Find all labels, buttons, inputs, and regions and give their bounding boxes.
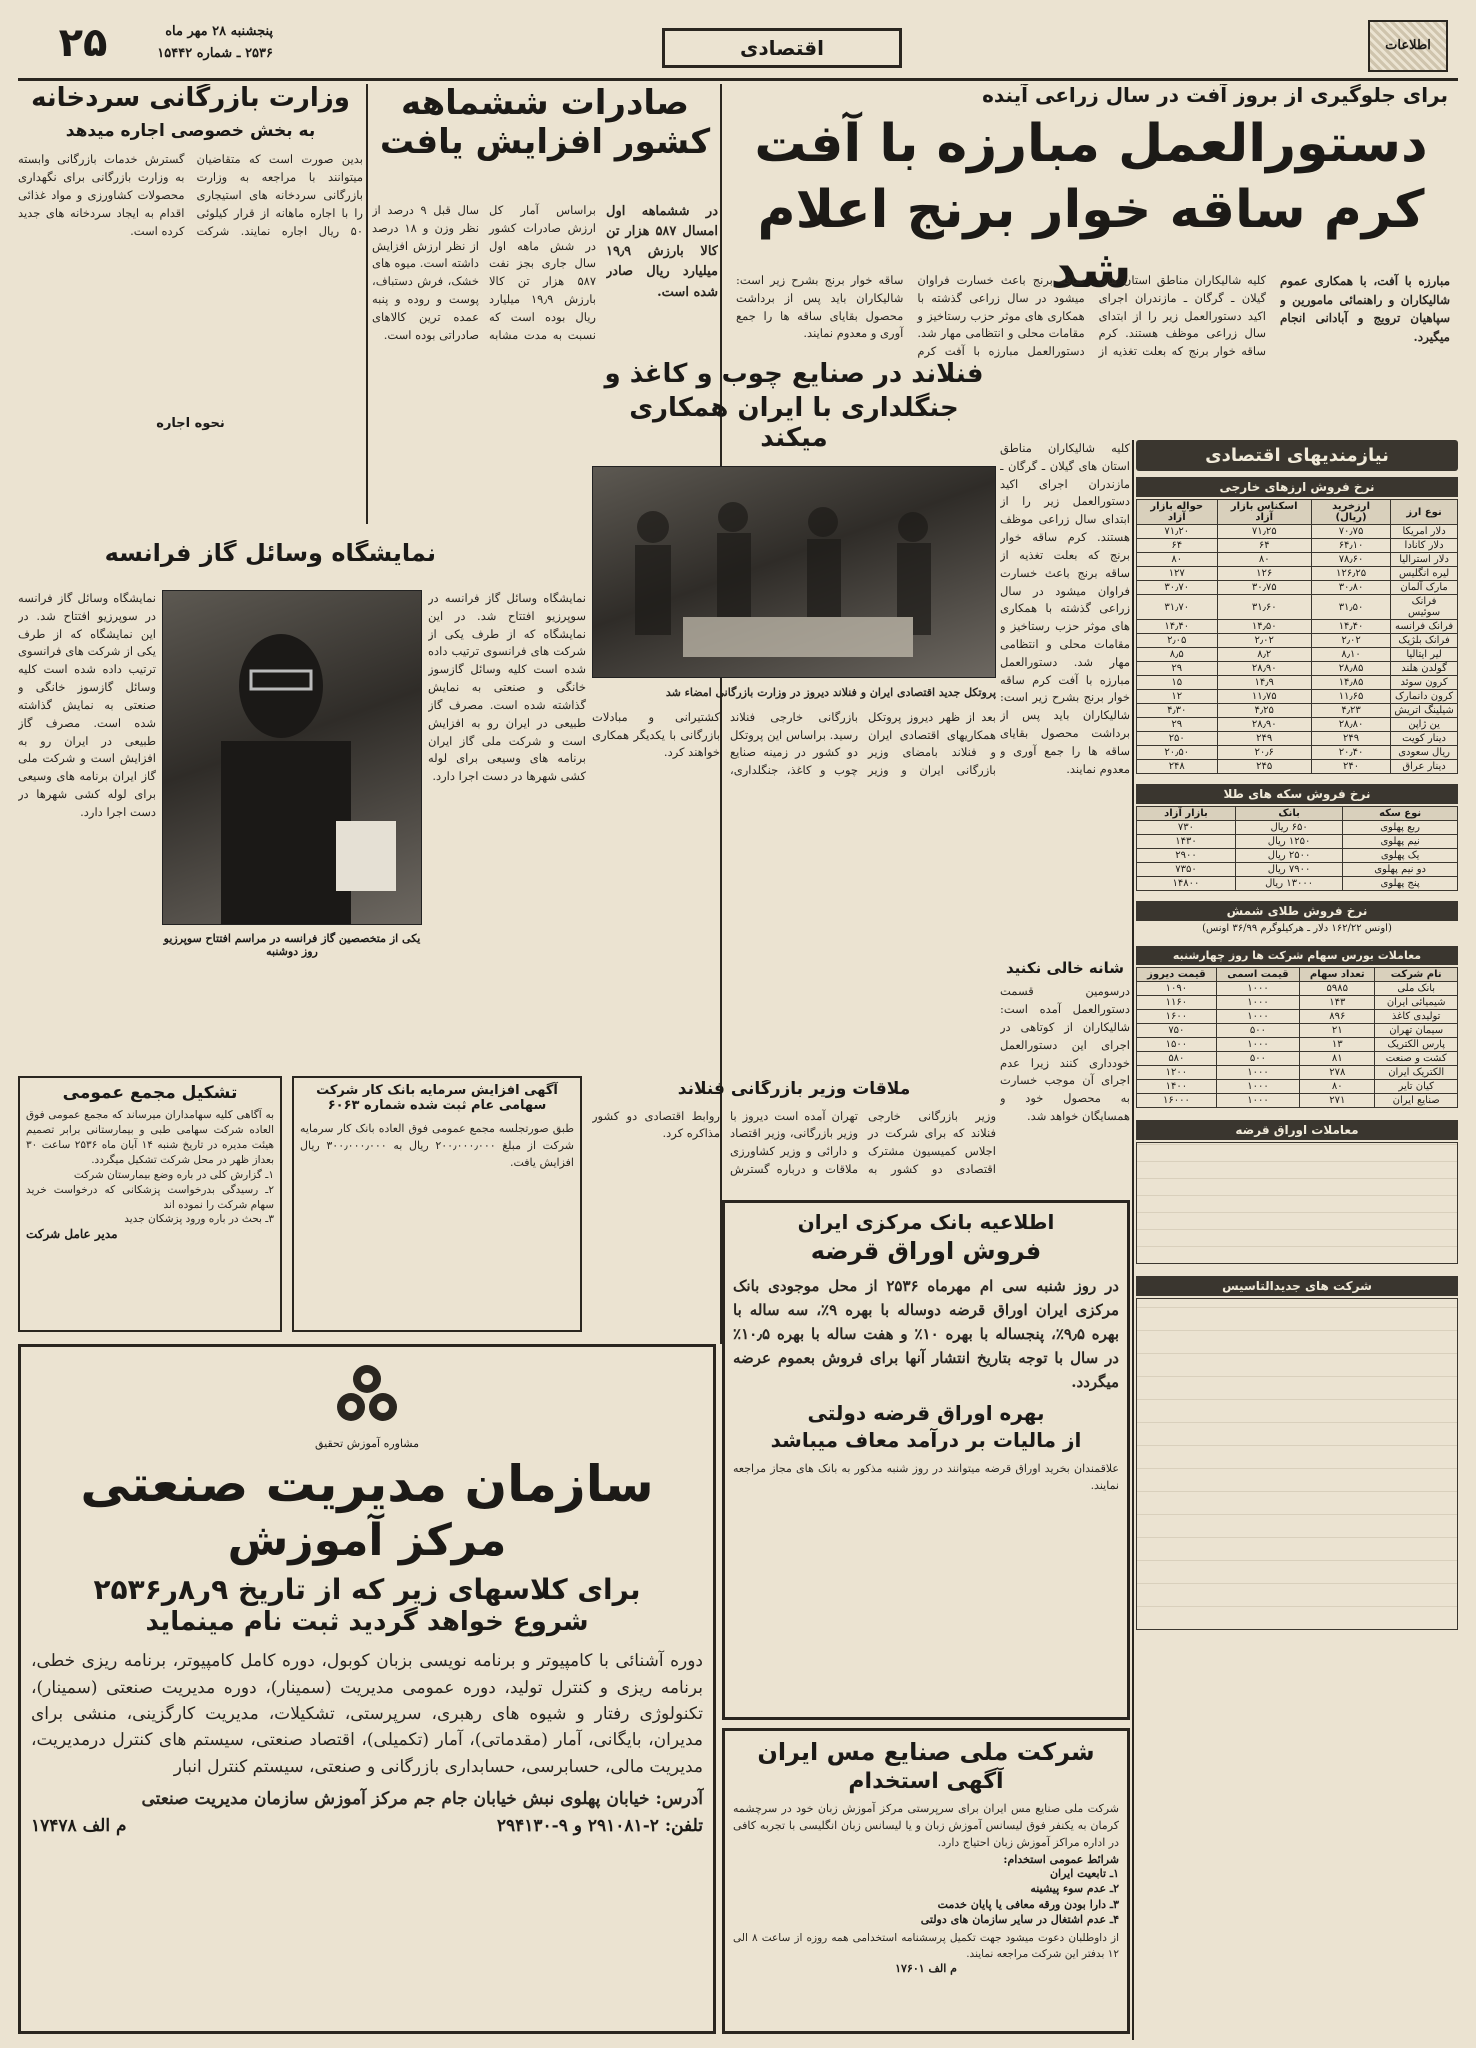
combs-headline: شانه خالی نکنید (1005, 959, 1125, 977)
ministry-subhead: به بخش خصوصی اجاره میدهد (65, 120, 316, 141)
lead-body: کلیه شالیکاران مناطق استان های گیلان ـ گرگان ـ مازندران اجرای اکید دستورالعمل زیر را از ابتدای سال زراعی موظف هستند. کرم ساقه خوار برنج که بعلت تغذیه از ساقه برنج باعث خسارت فراوان میشود در سال زراعی گذشته با همکاری های موثر حزب رستاخیز و مقامات محلی و انتظامی مهار شد. دستورالعمل مبارزه با آفت کرم ساقه خوار برنج بشرح زیر است: شالیکاران باید پس از برداشت محصول بقایای ساقه ها را جمع آوری و معدوم نمایند. (736, 273, 1266, 359)
coin-row (1137, 821, 1458, 835)
bank-sub-3: از مالیات بر درآمد معاف میباشد (770, 1427, 1082, 1452)
table-cell: ۲۷۸ (1300, 1066, 1375, 1080)
table-cell: یک پهلوی (1343, 849, 1458, 863)
table-cell: کرون سوئد (1391, 676, 1458, 690)
ministry-body: بدین صورت است که متقاضیان میتوانند با مراجعه به وزارت بازرگانی سردخانه های استیجاری را با اجاره ماهانه از قرار کیلوئی ۵۰ ریال اجاره نمایند. شرکت گسترش خدمات بازرگانی وابسته به وزارت بازرگانی برای نگهداری محصولات کشاورزی و مواد غذائی اقدام به ایجاد سردخانه های جدید کرده است. (18, 152, 363, 238)
table-cell: ۱۴٫۸۵ (1311, 676, 1390, 690)
ad-code: م الف ۱۷۴۷۸ (31, 1816, 127, 1837)
table-cell: دلار امریکا (1391, 525, 1458, 539)
gas-photo-figure (162, 591, 421, 925)
table-cell: ۱۰۰۰ (1216, 1038, 1299, 1052)
assembly-title: تشکیل مجمع عمومی (62, 1083, 238, 1103)
table-cell: دلار استرالیا (1391, 553, 1458, 567)
fx-row (1137, 581, 1458, 595)
table-header-cell: تعداد سهام (1300, 968, 1375, 982)
lead-kicker: برای جلوگیری از بروز آفت در سال زراعی آینده (982, 84, 1448, 107)
masthead (18, 14, 1458, 78)
fx-row (1137, 567, 1458, 581)
table-cell: شیلینگ اتریش (1391, 704, 1458, 718)
exports-headline: صادرات ششماهه کشور افزایش یافت (379, 84, 711, 163)
table-cell: ۱۶۰۰ (1137, 1010, 1217, 1024)
table-cell: ۱۲۶ (1217, 567, 1311, 581)
table-cell: مارک آلمان (1391, 581, 1458, 595)
table-cell: ۱۰۰۰ (1216, 1080, 1299, 1094)
table-cell: ۲٫۰۲ (1311, 634, 1390, 648)
table-cell: ۱۴۳۰ (1137, 835, 1236, 849)
table-header-cell: بازار آزاد (1137, 807, 1236, 821)
table-cell: ۱۱۶۰ (1137, 996, 1217, 1010)
companies-table (1136, 1298, 1458, 1630)
agenda-item: ۱ـ گزارش کلی در باره وضع بیمارستان شرکت (73, 1169, 274, 1182)
table-header-cell: قیمت اسمی (1216, 968, 1299, 982)
copper-conditions (733, 1866, 1119, 1928)
table-cell: ۳۰٫۸۰ (1311, 581, 1390, 595)
table-cell: ۲۴۹ (1217, 732, 1311, 746)
table-cell: ۵۹۸۵ (1300, 982, 1375, 996)
finland-photo-figures (593, 467, 995, 677)
ministry-headline: وزارت بازرگانی سردخانه (31, 84, 350, 113)
table-cell: ۲۸٫۹۰ (1217, 718, 1311, 732)
fx-row (1137, 746, 1458, 760)
fx-row (1137, 525, 1458, 539)
table-cell: ۸۱ (1300, 1052, 1375, 1066)
table-cell: ۲۷۱ (1300, 1094, 1375, 1108)
companies-title: شرکت های جدیدالتاسیس (1136, 1276, 1458, 1296)
fx-row (1137, 718, 1458, 732)
gas-caption: یکی از متخصصین گاز فرانسه در مراسم افتتاح سوپرزیو روز دوشنبه (163, 932, 421, 958)
lead-summary: مبارزه با آفت، با همکاری عموم شالیکاران و راهنمائی مامورین و سپاهیان ترویج و آبادانی انجام میگیرد. (1280, 274, 1450, 344)
logo-text: اطلاعات (1385, 38, 1431, 53)
table-cell: ۷۱٫۲۵ (1217, 525, 1311, 539)
copper-body: شرکت ملی صنایع مس ایران برای سرپرستی مرکز آموزش زبان خود در سرچشمه کرمان به یکنفر فوق لیسانس آموزش زبان و یا لیسانس زبان انگلیسی با تجربه کافی در اداره مراکز آموزش زبان احتیاج دارد. (733, 1801, 1119, 1849)
table-header-cell: نوع ارز (1391, 500, 1458, 525)
table-cell: ۲٫۰۲ (1217, 634, 1311, 648)
table-cell: ۴٫۲۵ (1217, 704, 1311, 718)
table-header-cell: قیمت دیروز (1137, 968, 1217, 982)
stock-row (1137, 982, 1458, 996)
assembly-agenda (26, 1168, 274, 1227)
gas-photo (162, 590, 422, 925)
gas-body-right: نمایشگاه وسائل گاز فرانسه در سوپرزیو افتتاح شد. در این نمایشگاه که از طرف یکی از شرکت های فرانسوی ترتیب داده شده است کلیه وسائل گازسوز خانگی و صنعتی به نمایش گذاشته شده است. مصرف گاز طبیعی در ایران رو به افزایش است و شرکت ملی گاز ایران برنامه های وسیعی برای لوله کشی شهرها در دست اجرا دارد. (428, 591, 586, 784)
fx-row (1137, 648, 1458, 662)
coin-title: نرخ فروش سکه های طلا (1136, 784, 1458, 804)
table-header-cell: نام شرکت (1375, 968, 1458, 982)
copper-ad (722, 1728, 1130, 2034)
table-cell: ۲۸٫۸۰ (1311, 718, 1390, 732)
table-cell: ۲۹۰۰ (1137, 849, 1236, 863)
bank-sub-2: بهره اوراق قرضه دولتی (807, 1400, 1045, 1425)
table-cell: ۱۳۰۰۰ ریال (1235, 877, 1342, 891)
capital-notice (292, 1076, 582, 1332)
table-cell: ۲۹ (1137, 662, 1218, 676)
fx-row (1137, 690, 1458, 704)
ad-phone: تلفن: ۲-۲۹۱۰۸۱ و ۹-۲۹۴۱۳۰ (496, 1816, 703, 1837)
date-line: پنجشنبه ۲۸ مهر ماه (165, 24, 273, 39)
coin-row (1137, 849, 1458, 863)
table-cell: ۷۹۰۰ ریال (1235, 863, 1342, 877)
table-cell: ۱۲ (1137, 690, 1218, 704)
lead-continuation: کلیه شالیکاران مناطق استان های گیلان ـ گرگان ـ مازندران اجرای اکید دستورالعمل زیر را از ابتدای سال زراعی موظف هستند. کرم ساقه خوار برنج که بعلت تغذیه از ساقه برنج باعث خسارت فراوان میشود در سال زراعی گذشته با همکاری های موثر حزب رستاخیز و مقامات محلی و انتظامی مهار شد. دستورالعمل مبارزه با آفت کرم ساقه خوار برنج بشرح زیر است: شالیکاران باید پس از برداشت محصول بقایای ساقه ها را جمع آوری و معدوم نمایند. (1000, 441, 1130, 776)
table-cell: ۱۴٫۴۰ (1137, 620, 1218, 634)
table-cell: ۱۴٫۵۰ (1217, 620, 1311, 634)
table-cell: کشت و صنعت (1375, 1052, 1458, 1066)
ministry-story (18, 84, 363, 534)
table-cell: لیره انگلیس (1391, 567, 1458, 581)
stock-row (1137, 1024, 1458, 1038)
capital-title: آگهی افزایش سرمایه بانک کار شرکت سهامی عام ثبت شده شماره ۶۰۶۳ (316, 1083, 558, 1113)
table-cell: کرون دانمارک (1391, 690, 1458, 704)
ad-title-2: مرکز آموزش (227, 1514, 507, 1566)
table-cell: ۲۴۹ (1311, 732, 1390, 746)
table-cell: نیم پهلوی (1343, 835, 1458, 849)
table-header-cell: بانک (1235, 807, 1342, 821)
table-cell: ۱۴۰۰ (1137, 1080, 1217, 1094)
stock-row (1137, 1010, 1458, 1024)
table-cell: ۲۴۵ (1217, 760, 1311, 774)
table-cell: ۲۱ (1300, 1024, 1375, 1038)
fx-table (1136, 499, 1458, 774)
table-cell: ۷۸٫۶۰ (1311, 553, 1390, 567)
table-cell: پنج پهلوی (1343, 877, 1458, 891)
table-cell: ۷۰٫۷۵ (1311, 525, 1390, 539)
agenda-item: ۳ـ بحث در باره ورود پزشکان جدید (124, 1213, 274, 1226)
table-cell: ۱۲۵۰ ریال (1235, 835, 1342, 849)
table-cell: دینار کویت (1391, 732, 1458, 746)
table-cell: ۲۵۰ (1137, 732, 1218, 746)
table-header-cell: نوع سکه (1343, 807, 1458, 821)
table-cell: ۱۰۹۰ (1137, 982, 1217, 996)
coin-row (1137, 877, 1458, 891)
table-cell: فرانک بلژیک (1391, 634, 1458, 648)
management-logo (327, 1357, 407, 1437)
assembly-body: به آگاهی کلیه سهامداران میرساند که مجمع عمومی فوق العاده شرکت سهامی طبی و بیمارستانی برابر تصمیم هیئت مدیره در تاریخ شنبه ۱۴ آبان ماه ۲۵۳۶ ساعت ۳۰ بعداز ظهر در محل شرکت تشکیل میگردد. (26, 1108, 274, 1167)
table-cell: ۱۶۰۰۰ (1137, 1094, 1217, 1108)
copper-title: شرکت ملی صنایع مس ایران (757, 1738, 1095, 1766)
table-cell: ۲۰٫۵۰ (1137, 746, 1218, 760)
table-cell: فرانک سوئیس (1391, 595, 1458, 620)
table-header-cell: حواله بازار آزاد (1137, 500, 1218, 525)
bank-notice (722, 1200, 1130, 1720)
table-cell: ۲۴۸ (1137, 760, 1218, 774)
market-column (1136, 440, 1458, 2040)
logo (1368, 20, 1448, 72)
fx-row (1137, 634, 1458, 648)
section-title: اقتصادی (740, 36, 824, 60)
table-cell: دو نیم پهلوی (1343, 863, 1458, 877)
table-header-cell: ارزخرید (ریال) (1311, 500, 1390, 525)
table-cell: ۷۳۰ (1137, 821, 1236, 835)
bonds-table (1136, 1142, 1458, 1264)
table-cell: صنایع ایران (1375, 1094, 1458, 1108)
bank-body: در روز شنبه سی ام مهرماه ۲۵۳۶ از محل موجودی بانک مرکزی ایران اوراق قرضه دوساله با بهره ۹٪، سه ساله با بهره ۹٫۵٪، پنجساله با بهره ۱۰٪ و هفت ساله با بهره ۱۰٫۵٪ در سال با توجه بتاریخ انتشار آنها برای فروش بعموم عرضه میگردد. (733, 1276, 1120, 1391)
table-cell: ۲۰٫۶ (1217, 746, 1311, 760)
copper-subtitle: آگهی استخدام (848, 1768, 1004, 1794)
table-cell: ۲۸٫۹۰ (1217, 662, 1311, 676)
table-cell: ۷۵۰ (1137, 1024, 1217, 1038)
table-cell: ۵۸۰ (1137, 1052, 1217, 1066)
copper-footer: از داوطلبان دعوت میشود جهت تکمیل پرسشنامه استخدامی همه روزه از ساعت ۸ الی ۱۲ بدفتر این شرکت مراجعه نمایند. (733, 1931, 1119, 1960)
table-cell: ۸۰ (1300, 1080, 1375, 1094)
table-cell: ۱۰۰۰ (1216, 982, 1299, 996)
bonds-title: معاملات اوراق قرضه (1136, 1120, 1458, 1140)
table-cell: الکتریک ایران (1375, 1066, 1458, 1080)
table-cell: ین ژاپن (1391, 718, 1458, 732)
col-rule-1 (366, 84, 368, 524)
top-rule (18, 78, 1458, 81)
table-cell: ۸۰ (1137, 553, 1218, 567)
ad-footer (31, 1816, 703, 1836)
stocks-title: معاملات بورس سهام شرکت ها روز چهارشنبه (1136, 946, 1458, 965)
table-cell: ۸۹۶ (1300, 1010, 1375, 1024)
gas-body-left: نمایشگاه وسائل گاز فرانسه در سوپرزیو افتتاح شد. در این نمایشگاه که از طرف یکی از شرکت های فرانسوی ترتیب داده شده است کلیه وسائل گازسوز خانگی و صنعتی به نمایش گذاشته شده است. مصرف گاز طبیعی در ایران رو به افزایش است و شرکت ملی گاز ایران برنامه های وسیعی برای لوله کشی شهرها در دست اجرا دارد. (18, 591, 156, 819)
management-ad (18, 1344, 716, 2034)
fx-title: نرخ فروش ارزهای خارجی (1136, 477, 1458, 497)
table-cell: فرانک فرانسه (1391, 620, 1458, 634)
page-number: ۲۵ (58, 20, 108, 66)
stock-row (1137, 1052, 1458, 1066)
lead-headline-1: دستورالعمل مبارزه با آفت (754, 114, 1428, 174)
table-cell: ۳۰٫۷۵ (1217, 581, 1311, 595)
table-cell: ۱۲۶٫۲۵ (1311, 567, 1390, 581)
table-cell: ۶۵۰ ریال (1235, 821, 1342, 835)
fx-row (1137, 620, 1458, 634)
fx-row (1137, 732, 1458, 746)
condition-item: ۳ـ دارا بودن ورقه معافی یا پایان خدمت (937, 1897, 1119, 1911)
table-cell: ۲۹ (1137, 718, 1218, 732)
table-cell: ۸٫۱۰ (1311, 648, 1390, 662)
table-cell: ۱۴٫۴۰ (1311, 620, 1390, 634)
stocks-table (1136, 967, 1458, 1108)
table-cell: ۶۴٫۱۰ (1311, 539, 1390, 553)
gas-headline: نمایشگاه وسائل گاز فرانسه (104, 540, 436, 567)
table-cell: گولدن هلند (1391, 662, 1458, 676)
coin-row (1137, 863, 1458, 877)
condition-item: ۴ـ عدم اشتغال در سایر سازمان های دولتی (920, 1913, 1119, 1927)
table-cell: لیر ایتالیا (1391, 648, 1458, 662)
table-cell: ۴٫۳۰ (1137, 704, 1218, 718)
stock-row (1137, 1066, 1458, 1080)
table-cell: ۴٫۲۳ (1311, 704, 1390, 718)
table-cell: ۲۰٫۴۰ (1311, 746, 1390, 760)
copper-cond-title: شرائط عمومی استخدام: (1003, 1853, 1119, 1867)
table-cell: ۶۴ (1137, 539, 1218, 553)
section-label (662, 28, 902, 68)
gold-title: نرخ فروش طلای شمش (1136, 901, 1458, 921)
ad-line-2: شروع خواهد گردید ثبت نام مینماید (145, 1607, 589, 1638)
table-cell: ۱۰۰۰ (1216, 1094, 1299, 1108)
assembly-signature: مدیر عامل شرکت (26, 1227, 118, 1242)
finland-photo (592, 466, 996, 678)
agenda-item: ۲ـ رسیدگی بدرخواست پزشکانی که درخواست خرید سهام شرکت را نموده اند (26, 1184, 274, 1211)
visit-body: وزیر بازرگانی خارجی فنلاند که برای شرکت در اجلاس کمیسیون مشترک اقتصادی دو کشور به تهران آمده است دیروز با وزیر بازرگانی، وزیر اقتصاد و دارائی و وزیر کشاورزی ملاقات و درباره گسترش روابط اقتصادی دو کشور مذاکره کرد. (592, 1108, 996, 1176)
table-cell: ۶۴ (1217, 539, 1311, 553)
table-cell: ۲٫۰۵ (1137, 634, 1218, 648)
table-cell: ۵۰۰ (1216, 1052, 1299, 1066)
finland-headline-2: جنگلداری با ایران همکاری میکند (629, 392, 959, 453)
condition-item: ۲ـ عدم سوء پیشینه (1030, 1882, 1119, 1896)
condition-item: ۱ـ تابعیت ایران (1049, 1867, 1119, 1881)
bank-fine: علاقمندان بخرید اوراق قرضه میتوانند در روز شنبه مذکور به بانک های مجاز مراجعه نمایند. (733, 1461, 1119, 1492)
lead-headline-2: کرم ساقه خوار برنج اعلام شد (757, 179, 1425, 300)
table-cell: سیمان تهران (1375, 1024, 1458, 1038)
table-cell: ۱۰۰۰ (1216, 1010, 1299, 1024)
table-cell: ۱۱٫۷۵ (1217, 690, 1311, 704)
table-cell: ۲۸٫۸۵ (1311, 662, 1390, 676)
ad-courses: دوره آشنائی با کامپیوتر و برنامه نویسی بزبان کوبول، دوره کامل کامپیوتر، برنامه ریزی خطی، برنامه ریزی و کنترل تولید، دوره عمومی مدیریت (سمینار)، دوره مدیریت صنعتی (سمینار)، تکنولوژی رفتار و شیوه های رهبری، سرپرستی، تشکیلات، مدیریت کارگزینی، منشی برای مدیران، بایگانی، آمار (مقدماتی)، آمار (تکمیلی)، اقتصاد صنعتی، سیستم های کنترل درمدیریت، مدیریت مالی، حسابرسی، حسابداری بازرگانی و صنعتی، سیستم کنترل انبار (31, 1651, 703, 1777)
table-cell: تولیدی کاغذ (1375, 1010, 1458, 1024)
issue-line: ۲۵۳۶ ـ شماره ۱۵۴۴۲ (157, 46, 273, 61)
table-cell: ۱۰۰۰ (1216, 996, 1299, 1010)
table-cell: ۱۴٫۹ (1217, 676, 1311, 690)
table-cell: پارس الکتریک (1375, 1038, 1458, 1052)
table-cell: ۲۴۰ (1311, 760, 1390, 774)
markets-title: نیازمندیهای اقتصادی (1136, 440, 1458, 471)
fx-row (1137, 760, 1458, 774)
table-cell: ۳۰٫۷۰ (1137, 581, 1218, 595)
logo-caption: مشاوره آموزش تحقیق (314, 1437, 420, 1450)
table-cell: ربع پهلوی (1343, 821, 1458, 835)
combs-body: درسومین قسمت دستورالعمل آمده است: شالیکاران از کوتاهی در اجرای این دستورالعمل خودداری کنند زیرا عدم اجرای آن موجب خسارت به محصول خود و همسایگان خواهد شد. (1000, 984, 1130, 1123)
table-cell: ۱۳ (1300, 1038, 1375, 1052)
ministry-subhead-2: نحوه اجاره (156, 416, 225, 432)
table-cell: کیان تایر (1375, 1080, 1458, 1094)
exports-lede: در ششماهه اول امسال ۵۸۷ هزار تن کالا بارزش ۱۹٫۹ میلیارد ریال صادر شده است. (606, 204, 718, 300)
table-cell: ۱۱٫۶۵ (1311, 690, 1390, 704)
fx-row (1137, 553, 1458, 567)
stock-row (1137, 1038, 1458, 1052)
bank-title: اطلاعیه بانک مرکزی ایران (797, 1210, 1055, 1234)
table-cell: ریال سعودی (1391, 746, 1458, 760)
table-cell: دلار کانادا (1391, 539, 1458, 553)
table-cell: شیمیائی ایران (1375, 996, 1458, 1010)
table-cell: ۲۵۰۰ ریال (1235, 849, 1342, 863)
table-cell: ۸٫۵ (1137, 648, 1218, 662)
table-cell: ۱۴۳ (1300, 996, 1375, 1010)
bank-subtitle: فروش اوراق قرضه (810, 1237, 1042, 1265)
table-cell: ۸۰ (1217, 553, 1311, 567)
finland-caption: پروتکل جدید اقتصادی ایران و فنلاند دیروز در وزارت بازرگانی امضاء شد (665, 685, 996, 699)
table-header-cell: اسکناس بازار آزاد (1217, 500, 1311, 525)
ad-line-1: برای کلاسهای زیر که از تاریخ ۹ر۸ر۲۵۳۶ (93, 1573, 641, 1607)
table-cell: ۳۱٫۷۰ (1137, 595, 1218, 620)
table-cell: ۷۳۵۰ (1137, 863, 1236, 877)
coin-table (1136, 806, 1458, 891)
table-cell: ۱۲۰۰ (1137, 1066, 1217, 1080)
fx-row (1137, 595, 1458, 620)
coin-row (1137, 835, 1458, 849)
col-rule-3 (1132, 440, 1134, 2040)
table-cell: دینار عراق (1391, 760, 1458, 774)
exports-body: براساس آمار کل ارزش صادرات کشور در شش ماهه اول سال جاری بجز نفت ۵۸۷ هزار تن کالا بارزش ۱۹٫۹ میلیارد ریال بوده است که نسبت به مدت مشابه سال قبل ۹ درصد از نظر وزن و ۱۸ درصد از نظر ارزش افزایش داشته است. میوه های خشک، فرش دستباف، پوست و روده و پنبه عمده ترین کالاهای صادراتی بوده است. (372, 203, 596, 342)
table-cell: ۳۱٫۵۰ (1311, 595, 1390, 620)
gold-note: (اونس ۱۶۲/۲۲ دلار ـ هرکیلوگرم ۳۶/۹۹ اونس) (1202, 923, 1392, 934)
fx-row (1137, 704, 1458, 718)
stock-row (1137, 1080, 1458, 1094)
assembly-notice (18, 1076, 282, 1332)
gas-story (18, 540, 586, 1060)
stock-row (1137, 996, 1458, 1010)
ad-address: آدرس: خیابان پهلوی نبش خیابان جام جم مرکز آموزش سازمان مدیریت صنعتی (141, 1788, 703, 1809)
table-cell: ۱۵ (1137, 676, 1218, 690)
stock-row (1137, 1094, 1458, 1108)
fx-row (1137, 676, 1458, 690)
finland-story (592, 360, 996, 970)
table-cell: ۱۰۰۰ (1216, 1066, 1299, 1080)
visit-headline: ملاقات وزیر بازرگانی فنلاند (677, 1080, 911, 1099)
table-cell: بانک ملی (1375, 982, 1458, 996)
table-cell: ۵۰۰ (1216, 1024, 1299, 1038)
finland-body: بعد از ظهر دیروز پروتکل همکاریهای اقتصادی ایران و فنلاند بامضای وزیر بازرگانی ایران و وزیر بازرگانی خارجی فنلاند رسید. براساس این پروتکل دو کشور در زمینه صنایع چوب و کاغذ، جنگلداری، کشتیرانی و مبادلات بازرگانی با یکدیگر همکاری خواهند کرد. (592, 709, 996, 778)
fx-row (1137, 539, 1458, 553)
capital-body: طبق صورتجلسه مجمع عمومی فوق العاده بانک کار سرمایه شرکت از مبلغ ۲۰۰٫۰۰۰٫۰۰۰ ریال به ۳۰۰٫۰۰۰٫۰۰۰ ریال افزایش یافت. (300, 1121, 575, 1169)
table-cell: ۱۵۰۰ (1137, 1038, 1217, 1052)
table-cell: ۱۴۸۰۰ (1137, 877, 1236, 891)
table-cell: ۷۱٫۲۰ (1137, 525, 1218, 539)
fx-row (1137, 662, 1458, 676)
ad-title-1: سازمان مدیریت صنعتی (80, 1455, 654, 1513)
copper-code: م الف ۱۷۶۰۱ (895, 1962, 957, 1976)
table-cell: ۸٫۲ (1217, 648, 1311, 662)
table-cell: ۱۲۷ (1137, 567, 1218, 581)
table-cell: ۳۱٫۶۰ (1217, 595, 1311, 620)
finland-headline-1: فنلاند در صنایع چوب و کاغذ و (604, 360, 984, 389)
